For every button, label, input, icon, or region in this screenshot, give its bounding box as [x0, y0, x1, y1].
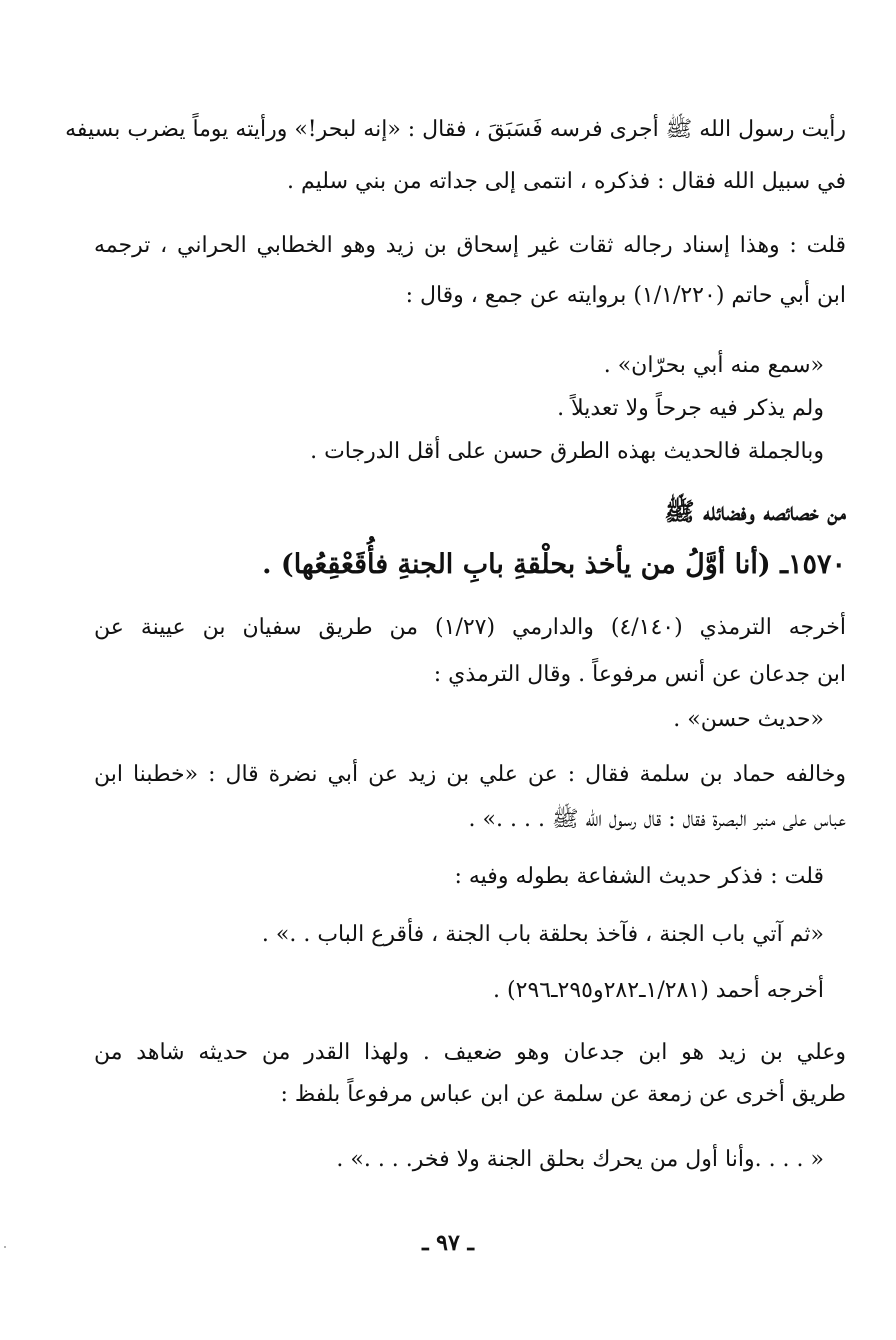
- paragraph-3-line-2: ابن جدعان عن أنس مرفوعاً . وقال الترمذي :: [433, 662, 846, 687]
- paragraph-2-line-2: ابن أبي حاتم (١/١/٢٢٠) بروايته عن جمع ، وقال :: [405, 283, 846, 308]
- hadith-title: ١٥٧٠ـ (أنا أوَّلُ من يأخذ بحلْقةِ بابِ الجنةِ فأُقَعْقِعُها) .: [262, 549, 846, 580]
- paragraph-3-line-3: «حديث حسن» .: [673, 707, 824, 732]
- paragraph-6-line-1: أخرجه أحمد (١/٢٨١ـ٢٨٢و٢٩٥ـ٢٩٦) .: [493, 978, 824, 1003]
- quote-line-3: وبالجملة فالحديث بهذه الطرق حسن على أقل الدرجات .: [310, 439, 824, 464]
- paragraph-7-line-2: طريق أخرى عن زمعة عن سلمة عن ابن عباس مرفوعاً بلفظ :: [280, 1082, 846, 1107]
- section-heading: من خصائصه وفضائله ﷺ: [664, 497, 846, 526]
- paragraph-5-quote: «ثم آتي باب الجنة ، فآخذ بحلقة باب الجنة ، فأقرع الباب . .» .: [261, 922, 824, 947]
- paragraph-8-quote: « . . . .وأنا أول من يحرك بحلق الجنة ولا فخر. . . .» .: [336, 1147, 824, 1172]
- paragraph-4-line-2: عباس على منبر البصرة فقال : قال رسول الله ﷺ . . . .» .: [468, 807, 846, 832]
- paragraph-4-line-1: وخالفه حماد بن سلمة فقال : عن علي بن زيد عن أبي نضرة قال : «خطبنا ابن: [94, 762, 846, 787]
- quote-line-2: ولم يذكر فيه جرحاً ولا تعديلاً .: [557, 396, 824, 421]
- paragraph-5-line-1: قلت : فذكر حديث الشفاعة بطوله وفيه :: [454, 864, 824, 889]
- paragraph-1-line-1: رأيت رسول الله ﷺ أجرى فرسه فَسَبَقَ ، فقال : «إنه لبحر!» ورأيته يوماً يضرب بسيفه: [65, 117, 846, 142]
- paragraph-2-line-1: قلت : وهذا إسناد رجاله ثقات غير إسحاق بن زيد وهو الخطابي الحراني ، ترجمه: [94, 233, 846, 258]
- paragraph-1-line-2: في سبيل الله فقال : فذكره ، انتمى إلى جداته من بني سليم .: [287, 169, 846, 194]
- quote-line-1: «سمع منه أبي بحرّان» .: [603, 353, 824, 378]
- paragraph-7-line-1: وعلي بن زيد هو ابن جدعان وهو ضعيف . ولهذا القدر من حديثه شاهد من: [94, 1040, 846, 1065]
- margin-mark: [4, 1246, 6, 1248]
- paragraph-3-line-1: أخرجه الترمذي (٤/١٤٠) والدارمي (١/٢٧) من طريق سفيان بن عيينة عن: [94, 615, 847, 640]
- page-number: ـ ٩٧ ـ: [422, 1230, 474, 1256]
